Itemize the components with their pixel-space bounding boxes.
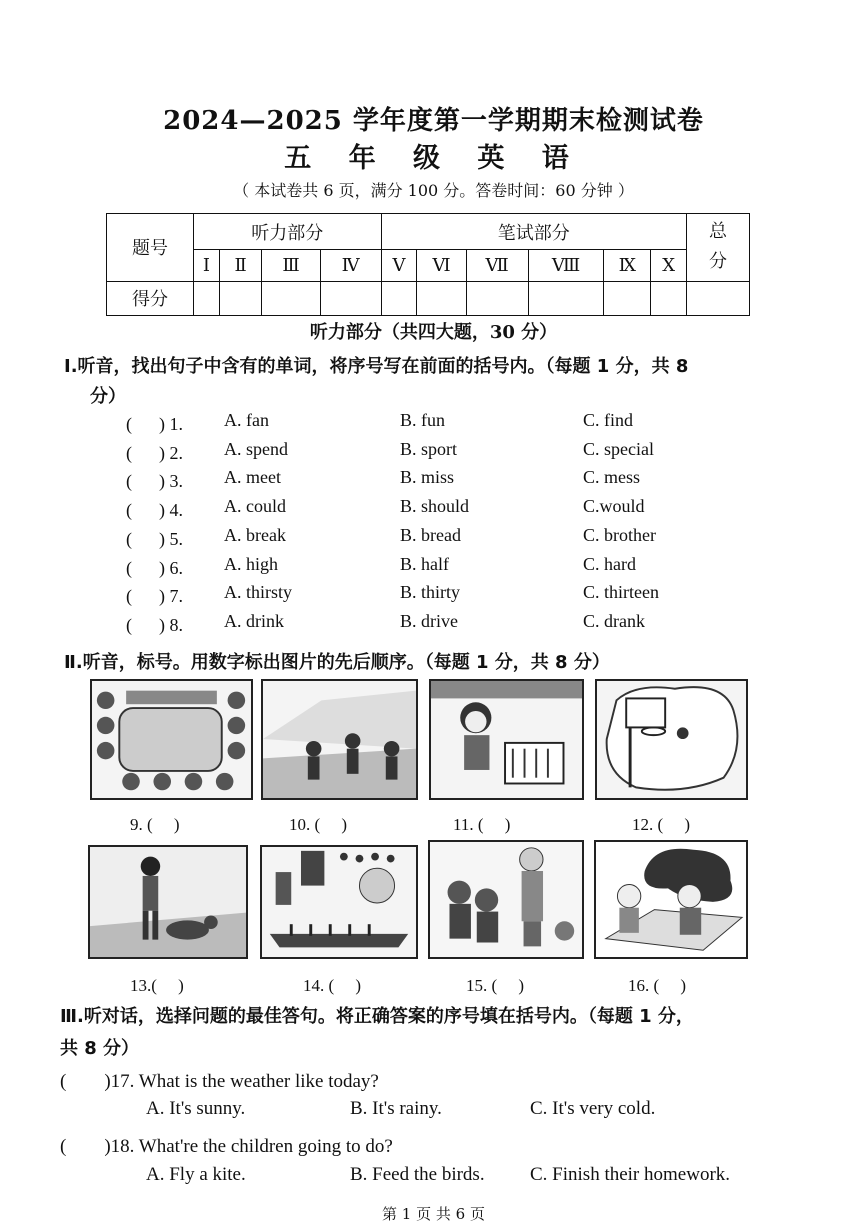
numeral-cell: Ⅸ — [604, 250, 651, 281]
numeral-cell: Ⅶ — [466, 250, 528, 281]
option-a: A. drink — [224, 610, 284, 631]
numeral-cell: Ⅵ — [417, 250, 466, 281]
q18-option-c: C. Finish their homework. — [530, 1164, 731, 1185]
numeral-cell: Ⅲ — [262, 250, 321, 281]
defen-label: 得分 — [107, 281, 194, 315]
score-cell[interactable] — [262, 281, 321, 315]
item-number[interactable]: ( ) 2. — [126, 442, 183, 463]
option-b: B. half — [400, 553, 449, 574]
option-b: B. sport — [400, 438, 458, 459]
picture-15-people-meeting — [428, 840, 584, 959]
section1-instruction-cont: 分） — [90, 386, 126, 407]
option-c: C. hard — [583, 553, 636, 574]
picture-16-picnic — [594, 840, 748, 959]
question-18: ( )18. What're the children going to do? — [60, 1136, 393, 1157]
option-c: C. mess — [583, 467, 641, 488]
question-17: ( )17. What is the weather like today? — [60, 1071, 379, 1092]
q18-option-b: B. Feed the birds. — [350, 1164, 485, 1185]
section3-instruction: Ⅲ.听对话，选择问题的最佳答句。将正确答案的序号填在括号内。（每题 1 分， — [60, 1006, 694, 1027]
caption-10: 10. ( ) — [289, 815, 348, 834]
score-cell[interactable] — [687, 281, 750, 315]
numeral-cell: Ⅴ — [381, 250, 417, 281]
option-a: A. fan — [224, 410, 269, 430]
option-a: A. could — [224, 496, 286, 517]
q17-option-a: A. It's sunny. — [146, 1098, 246, 1119]
q18-option-a: A. Fly a kite. — [146, 1164, 246, 1185]
numeral-cell: Ⅱ — [219, 250, 261, 281]
score-cell[interactable] — [320, 281, 381, 315]
numeral-cell: Ⅳ — [320, 250, 381, 281]
caption-11: 11. ( ) — [453, 815, 511, 834]
option-a: A. thirsty — [224, 582, 293, 603]
caption-14: 14. ( ) — [303, 976, 362, 995]
option-b: B. should — [400, 496, 470, 517]
section2-instruction: Ⅱ.听音，标号。用数字标出图片的先后顺序。（每题 1 分，共 8 分） — [64, 652, 610, 673]
item-number[interactable]: ( ) 5. — [126, 528, 183, 549]
option-c: C. find — [583, 410, 634, 430]
option-a: A. break — [224, 524, 286, 545]
option-b: B. thirty — [400, 582, 461, 603]
score-cell[interactable] — [381, 281, 417, 315]
exam-note: （ 本试卷共 6 页，满分 100 分。答卷时间：60 分钟 ） — [233, 181, 634, 200]
item-number[interactable]: ( ) 6. — [126, 557, 183, 578]
caption-13: 13.( ) — [130, 976, 184, 995]
option-a: A. high — [224, 553, 278, 574]
picture-9-park — [90, 679, 253, 800]
picture-13-man-walking-dog — [88, 845, 248, 959]
score-cell[interactable] — [604, 281, 651, 315]
option-c: C. drank — [583, 610, 645, 631]
score-cell[interactable] — [219, 281, 261, 315]
caption-9: 9. ( ) — [130, 815, 180, 834]
picture-11-girl-with-cart — [429, 679, 584, 800]
picture-10-children-running — [261, 679, 418, 800]
item-number[interactable]: ( ) 1. — [126, 414, 183, 434]
caption-12: 12. ( ) — [632, 815, 691, 834]
option-b: B. drive — [400, 610, 458, 631]
q17-option-c: C. It's very cold. — [530, 1098, 656, 1119]
item-number[interactable]: ( ) 3. — [126, 471, 183, 492]
option-c: C. brother — [583, 524, 656, 545]
picture-12-basketball — [595, 679, 748, 800]
listening-section-header: 听力部分（共四大题，30 分） — [309, 322, 558, 343]
score-table — [106, 213, 750, 316]
score-cell[interactable] — [651, 281, 687, 315]
option-b: B. bread — [400, 524, 461, 545]
score-cell[interactable] — [194, 281, 220, 315]
score-cell[interactable] — [528, 281, 603, 315]
option-c: C. thirteen — [583, 582, 659, 603]
caption-16: 16. ( ) — [628, 976, 687, 995]
section3-instruction-cont: 共 8 分） — [60, 1038, 140, 1059]
option-b: B. fun — [400, 410, 445, 430]
score-cell[interactable] — [417, 281, 466, 315]
tihao-label: 题号 — [107, 214, 194, 282]
option-a: A. spend — [224, 438, 288, 459]
listening-header-cell: 听力部分 — [194, 214, 382, 250]
exam-subject: 五 年 级 英 语 — [284, 143, 583, 174]
numeral-cell: Ⅰ — [194, 250, 220, 281]
numeral-cell: Ⅷ — [528, 250, 603, 281]
section1-instruction: Ⅰ.听音，找出句子中含有的单词，将序号写在前面的括号内。（每题 1 分，共 8 — [64, 356, 689, 377]
item-number[interactable]: ( ) 8. — [126, 614, 183, 635]
writing-header-cell: 笔试部分 — [381, 214, 686, 250]
option-c: C. special — [583, 438, 654, 459]
q17-option-b: B. It's rainy. — [350, 1098, 442, 1119]
item-number[interactable]: ( ) 4. — [126, 500, 183, 521]
caption-15: 15. ( ) — [466, 976, 525, 995]
numeral-cell: Ⅹ — [651, 250, 687, 281]
total-label: 总分 — [687, 214, 750, 282]
exam-title: 2024—2025 学年度第一学期期末检测试卷 — [163, 106, 704, 136]
option-c: C.would — [583, 496, 645, 517]
option-b: B. miss — [400, 467, 455, 488]
item-number[interactable]: ( ) 7. — [126, 586, 183, 607]
score-cell[interactable] — [466, 281, 528, 315]
picture-14-festival-scene — [260, 845, 418, 959]
page-footer: 第 1 页 共 6 页 — [382, 1205, 485, 1223]
option-a: A. meet — [224, 467, 281, 488]
